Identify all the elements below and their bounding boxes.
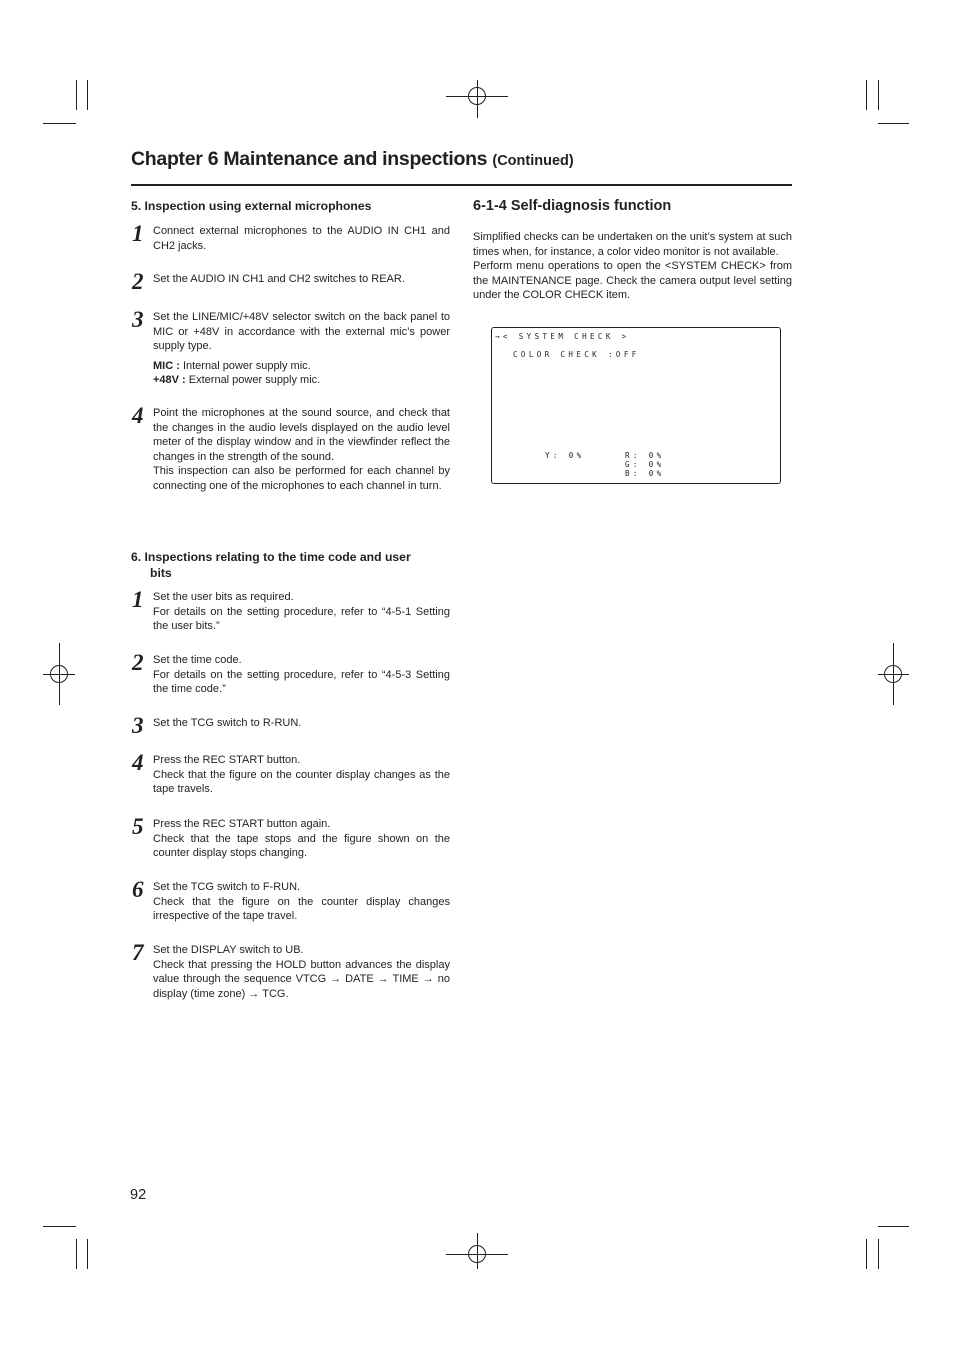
chapter-title [131,148,574,171]
section6-heading [131,549,411,581]
section5-step1-text [153,224,450,253]
section5-step4-number: 4 [132,403,144,428]
section6-step2-number: 2 [132,650,144,675]
section6-step3-text [153,716,450,731]
self-diagnosis-paragraph: Simplified checks can be undertaken on the unit’s system at such times when, for instance, a color video monitor is not available. [473,231,792,258]
step-line: This inspection can also be performed for each channel by connecting one of the microphones to each channel in turn. [153,465,450,492]
step-line: For details on the setting procedure, refer to “4-5-1 Setting the user bits.” [153,605,450,633]
step-line: Check that pressing the HOLD button advances the display value through the sequence VTCG → DATE → TIME → no display (time zone) → TCG. [153,958,450,1000]
section6-step1-number: 1 [132,587,144,612]
screen-title: →< SYSTEM CHECK > [495,332,630,341]
step-line: Set the DISPLAY switch to UB. [153,944,304,956]
step-line: Set the time code. [153,654,242,666]
screen-g-value: G: 0% [625,460,665,469]
section6-step7-text [153,943,450,1001]
definition-term: +48V : [153,374,186,387]
self-diagnosis-heading: 6-1-4 Self-diagnosis function [473,198,672,214]
section5-step2-number: 2 [132,269,144,294]
step-line: Set the user bits as required. [153,591,294,603]
section5-heading: 5. Inspection using external microphones [131,199,372,213]
section6-step2-text [153,653,450,697]
self-diagnosis-body [473,230,792,303]
step-line: Press the REC START button again. [153,818,331,830]
definition-term: MIC : [153,359,180,372]
section6-step4-number: 4 [132,750,144,775]
header-rule [131,184,792,186]
step-line: Set the LINE/MIC/+48V selector switch on the back panel to MIC or +48V in accordance with the external mic’s power supply type. [153,311,450,353]
screen-r-value: R: 0% [625,451,665,460]
screen-y-value: Y: 0% [545,451,585,460]
section6-step5-text [153,817,450,861]
definition-desc: External power supply mic. [185,374,321,387]
step-line: Point the microphones at the sound source, and check that the changes in the audio levels displayed on the audio level meter of the display window and in the viewfinder reflect the changes in the strength of the sound. [153,407,450,463]
section6-step3-number: 3 [132,713,144,738]
section5-step4-text [153,406,450,494]
definition-mic [153,359,450,374]
section6-step4-text [153,753,450,797]
section5-step1-number: 1 [132,221,144,246]
step-line: Set the TCG switch to F-RUN. [153,881,301,893]
self-diagnosis-paragraph: Perform menu operations to open the <SYSTEM CHECK> from the MAINTENANCE page. Check the camera output level setting under the COLOR CHECK item. [473,260,792,302]
step-line: Check that the figure on the counter display changes irrespective of the tape travel. [153,895,450,923]
step-line: Set the AUDIO IN CH1 and CH2 switches to REAR. [153,273,405,285]
step-line: For details on the setting procedure, refer to “4-5-3 Setting the time code.” [153,668,450,696]
step-line: Press the REC START button. [153,754,301,766]
step-line: Check that the figure on the counter display changes as the tape travels. [153,768,450,796]
section5-step3-text [153,310,450,388]
section6-step6-text [153,880,450,924]
step-line: Set the TCG switch to R-RUN. [153,717,302,729]
definition-48v [153,373,450,388]
step-line: Connect external microphones to the AUDIO IN CH1 and CH2 jacks. [153,225,450,252]
system-check-screen [491,327,781,484]
section5-step3-number: 3 [132,307,144,332]
section6-step7-number: 7 [132,940,144,965]
step-line: Check that the tape stops and the figure shown on the counter display stops changing. [153,832,450,860]
continued-label: (Continued) [492,153,574,169]
screen-color-check-item: COLOR CHECK :OFF [513,350,640,359]
section6-step5-number: 5 [132,814,144,839]
section6-step6-number: 6 [132,877,144,902]
page-number: 92 [130,1187,147,1203]
definition-desc: Internal power supply mic. [179,359,311,372]
screen-b-value: B: 0% [625,469,665,478]
section6-step1-text [153,590,450,634]
section6-heading-line2: bits [150,566,172,580]
chapter-title-text: Chapter 6 Maintenance and inspections [131,148,488,170]
section5-step2-text [153,272,450,287]
section6-heading-line1: 6. Inspections relating to the time code and user [131,550,411,564]
